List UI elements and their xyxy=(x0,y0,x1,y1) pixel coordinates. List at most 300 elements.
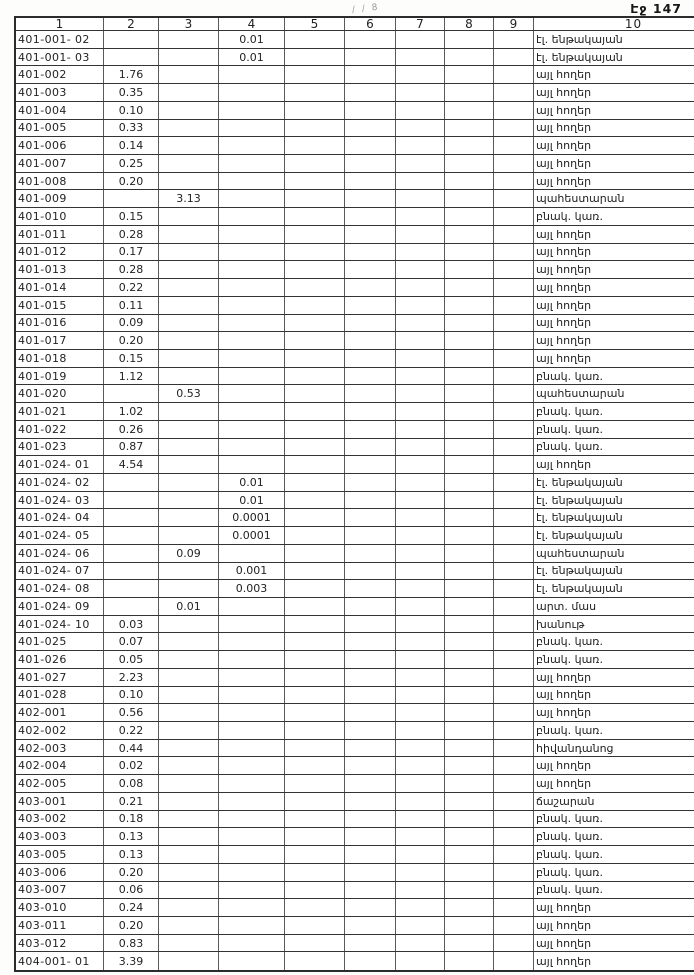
area-value-cell xyxy=(219,863,285,881)
area-value-cell xyxy=(285,119,345,137)
area-value-cell xyxy=(396,279,445,297)
area-value-cell xyxy=(219,916,285,934)
parcel-code-cell: 401-027 xyxy=(15,668,104,686)
area-value-cell xyxy=(285,314,345,332)
area-value-cell: 0.53 xyxy=(159,385,219,403)
area-value-cell xyxy=(494,349,534,367)
area-value-cell xyxy=(219,668,285,686)
area-value-cell xyxy=(285,916,345,934)
area-value-cell xyxy=(445,296,494,314)
area-value-cell xyxy=(345,775,396,793)
column-header-8: 8 xyxy=(445,17,494,31)
table-row xyxy=(15,473,694,491)
area-value-cell xyxy=(285,101,345,119)
area-value-cell xyxy=(396,562,445,580)
land-type-cell: բնակ. կառ. xyxy=(534,722,694,740)
area-value-cell: 0.10 xyxy=(104,101,159,119)
table-row xyxy=(15,208,694,226)
parcel-code-cell: 401-024- 02 xyxy=(15,473,104,491)
area-value-cell xyxy=(445,279,494,297)
table-row xyxy=(15,172,694,190)
area-value-cell: 0.09 xyxy=(159,544,219,562)
land-type-cell: էլ. ենթակայան xyxy=(534,48,694,66)
land-type-cell: բնակ. կառ. xyxy=(534,881,694,899)
area-value-cell xyxy=(219,544,285,562)
area-value-cell: 0.20 xyxy=(104,332,159,350)
area-value-cell xyxy=(494,544,534,562)
area-value-cell xyxy=(345,101,396,119)
area-value-cell xyxy=(219,810,285,828)
area-value-cell xyxy=(494,261,534,279)
area-value-cell xyxy=(285,828,345,846)
area-value-cell xyxy=(285,31,345,49)
area-value-cell xyxy=(494,651,534,669)
area-value-cell xyxy=(396,739,445,757)
table-row xyxy=(15,367,694,385)
area-value-cell xyxy=(345,527,396,545)
area-value-cell xyxy=(494,137,534,155)
area-value-cell xyxy=(345,899,396,917)
area-value-cell xyxy=(396,261,445,279)
column-header-1: 1 xyxy=(15,17,104,31)
area-value-cell xyxy=(396,349,445,367)
area-value-cell xyxy=(445,792,494,810)
area-value-cell xyxy=(159,84,219,102)
area-value-cell xyxy=(445,243,494,261)
area-value-cell xyxy=(396,952,445,971)
table-row xyxy=(15,899,694,917)
parcel-code-cell: 401-009 xyxy=(15,190,104,208)
area-value-cell xyxy=(494,403,534,421)
parcel-code-cell: 401-020 xyxy=(15,385,104,403)
table-row xyxy=(15,119,694,137)
area-value-cell xyxy=(396,509,445,527)
area-value-cell xyxy=(494,279,534,297)
area-value-cell xyxy=(219,420,285,438)
area-value-cell xyxy=(285,438,345,456)
table-row xyxy=(15,668,694,686)
area-value-cell xyxy=(396,846,445,864)
parcel-code-cell: 401-006 xyxy=(15,137,104,155)
land-type-cell: այլ հողեր xyxy=(534,952,694,971)
area-value-cell xyxy=(396,119,445,137)
area-value-cell xyxy=(494,881,534,899)
parcel-code-cell: 401-021 xyxy=(15,403,104,421)
area-value-cell xyxy=(445,101,494,119)
area-value-cell xyxy=(345,155,396,173)
parcel-code-cell: 401-001- 03 xyxy=(15,48,104,66)
area-value-cell xyxy=(285,899,345,917)
scan-smudge: / / 8 xyxy=(351,2,380,16)
area-value-cell xyxy=(285,704,345,722)
area-value-cell xyxy=(159,651,219,669)
area-value-cell xyxy=(396,48,445,66)
area-value-cell: 0.15 xyxy=(104,208,159,226)
area-value-cell xyxy=(494,810,534,828)
header-row xyxy=(15,17,694,31)
parcel-code-cell: 401-024- 08 xyxy=(15,580,104,598)
area-value-cell: 0.26 xyxy=(104,420,159,438)
land-type-cell: բնակ. կառ. xyxy=(534,367,694,385)
area-value-cell xyxy=(494,527,534,545)
land-type-cell: բնակ. կառ. xyxy=(534,863,694,881)
area-value-cell: 0.0001 xyxy=(219,509,285,527)
land-type-cell: պահեստարան xyxy=(534,544,694,562)
table-row xyxy=(15,279,694,297)
land-type-cell: բնակ. կառ. xyxy=(534,846,694,864)
area-value-cell xyxy=(345,225,396,243)
area-value-cell xyxy=(396,863,445,881)
parcel-code-cell: 403-012 xyxy=(15,934,104,952)
area-value-cell xyxy=(104,509,159,527)
column-header-10: 10 xyxy=(534,17,694,31)
parcel-code-cell: 401-026 xyxy=(15,651,104,669)
area-value-cell xyxy=(219,296,285,314)
parcel-code-cell: 401-019 xyxy=(15,367,104,385)
table-row xyxy=(15,314,694,332)
column-header-2: 2 xyxy=(104,17,159,31)
area-value-cell xyxy=(396,668,445,686)
parcel-code-cell: 403-006 xyxy=(15,863,104,881)
area-value-cell xyxy=(285,208,345,226)
area-value-cell xyxy=(285,633,345,651)
area-value-cell xyxy=(285,349,345,367)
parcel-code-cell: 401-002 xyxy=(15,66,104,84)
area-value-cell xyxy=(159,739,219,757)
area-value-cell: 0.01 xyxy=(219,491,285,509)
area-value-cell xyxy=(445,403,494,421)
parcel-code-cell: 401-024- 06 xyxy=(15,544,104,562)
area-value-cell: 1.02 xyxy=(104,403,159,421)
parcel-code-cell: 401-024- 03 xyxy=(15,491,104,509)
land-type-cell: էլ. ենթակայան xyxy=(534,491,694,509)
table-row xyxy=(15,828,694,846)
area-value-cell xyxy=(494,828,534,846)
area-value-cell xyxy=(219,651,285,669)
area-value-cell xyxy=(104,544,159,562)
area-value-cell xyxy=(345,66,396,84)
area-value-cell xyxy=(345,509,396,527)
parcel-code-cell: 401-014 xyxy=(15,279,104,297)
area-value-cell xyxy=(494,332,534,350)
table-row xyxy=(15,332,694,350)
parcel-code-cell: 402-003 xyxy=(15,739,104,757)
area-value-cell xyxy=(345,172,396,190)
area-value-cell xyxy=(345,722,396,740)
table-row xyxy=(15,881,694,899)
area-value-cell xyxy=(159,279,219,297)
area-value-cell xyxy=(285,403,345,421)
area-value-cell xyxy=(345,792,396,810)
area-value-cell xyxy=(159,243,219,261)
parcel-code-cell: 401-024- 07 xyxy=(15,562,104,580)
area-value-cell xyxy=(445,828,494,846)
parcel-code-cell: 403-007 xyxy=(15,881,104,899)
area-value-cell xyxy=(445,66,494,84)
area-value-cell xyxy=(104,527,159,545)
area-value-cell xyxy=(219,403,285,421)
area-value-cell xyxy=(445,349,494,367)
area-value-cell xyxy=(219,828,285,846)
area-value-cell xyxy=(396,580,445,598)
table-row xyxy=(15,349,694,367)
table-row xyxy=(15,846,694,864)
area-value-cell: 0.001 xyxy=(219,562,285,580)
parcel-code-cell: 401-008 xyxy=(15,172,104,190)
area-value-cell: 0.28 xyxy=(104,225,159,243)
area-value-cell xyxy=(159,792,219,810)
area-value-cell xyxy=(285,757,345,775)
table-row xyxy=(15,403,694,421)
area-value-cell xyxy=(494,119,534,137)
area-value-cell xyxy=(396,420,445,438)
land-type-cell: այլ հողեր xyxy=(534,66,694,84)
area-value-cell xyxy=(396,598,445,616)
area-value-cell xyxy=(494,296,534,314)
area-value-cell xyxy=(445,332,494,350)
area-value-cell xyxy=(396,881,445,899)
area-value-cell xyxy=(219,119,285,137)
area-value-cell xyxy=(445,668,494,686)
area-value-cell xyxy=(285,296,345,314)
land-type-cell: այլ հողեր xyxy=(534,279,694,297)
land-type-cell: բնակ. կառ. xyxy=(534,633,694,651)
area-value-cell xyxy=(159,899,219,917)
area-value-cell xyxy=(396,332,445,350)
column-header-9: 9 xyxy=(494,17,534,31)
area-value-cell xyxy=(219,633,285,651)
area-value-cell xyxy=(396,84,445,102)
area-value-cell xyxy=(396,775,445,793)
area-value-cell xyxy=(219,686,285,704)
area-value-cell xyxy=(396,704,445,722)
land-type-cell: էլ. ենթակայան xyxy=(534,580,694,598)
area-value-cell xyxy=(396,633,445,651)
column-header-6: 6 xyxy=(345,17,396,31)
parcel-code-cell: 401-024- 01 xyxy=(15,456,104,474)
area-value-cell xyxy=(219,775,285,793)
area-value-cell xyxy=(445,775,494,793)
area-value-cell xyxy=(396,367,445,385)
area-value-cell xyxy=(159,367,219,385)
area-value-cell xyxy=(396,491,445,509)
area-value-cell xyxy=(219,208,285,226)
area-value-cell xyxy=(445,438,494,456)
area-value-cell xyxy=(219,899,285,917)
area-value-cell: 0.87 xyxy=(104,438,159,456)
land-type-cell: բնակ. կառ. xyxy=(534,828,694,846)
parcel-code-cell: 404-001- 01 xyxy=(15,952,104,971)
area-value-cell: 2.23 xyxy=(104,668,159,686)
area-value-cell xyxy=(159,438,219,456)
area-value-cell xyxy=(219,314,285,332)
area-value-cell: 0.11 xyxy=(104,296,159,314)
area-value-cell: 0.18 xyxy=(104,810,159,828)
land-type-cell: այլ հողեր xyxy=(534,916,694,934)
area-value-cell xyxy=(494,899,534,917)
land-type-cell: էլ. ենթակայան xyxy=(534,527,694,545)
area-value-cell: 0.83 xyxy=(104,934,159,952)
area-value-cell xyxy=(494,704,534,722)
area-value-cell xyxy=(159,828,219,846)
table-row xyxy=(15,739,694,757)
area-value-cell xyxy=(159,119,219,137)
area-value-cell xyxy=(445,846,494,864)
area-value-cell xyxy=(396,615,445,633)
area-value-cell xyxy=(159,810,219,828)
area-value-cell xyxy=(445,420,494,438)
area-value-cell xyxy=(159,403,219,421)
area-value-cell xyxy=(345,580,396,598)
area-value-cell xyxy=(219,598,285,616)
land-type-cell: արտ. մաս xyxy=(534,598,694,616)
area-value-cell xyxy=(345,367,396,385)
area-value-cell xyxy=(219,261,285,279)
area-value-cell xyxy=(219,757,285,775)
area-value-cell xyxy=(285,456,345,474)
area-value-cell xyxy=(345,385,396,403)
area-value-cell xyxy=(285,952,345,971)
area-value-cell xyxy=(219,172,285,190)
area-value-cell xyxy=(345,863,396,881)
area-value-cell: 1.12 xyxy=(104,367,159,385)
area-value-cell xyxy=(396,473,445,491)
area-value-cell xyxy=(285,509,345,527)
area-value-cell xyxy=(445,686,494,704)
area-value-cell xyxy=(104,562,159,580)
table-row xyxy=(15,952,694,971)
table-row xyxy=(15,225,694,243)
land-type-cell: այլ հողեր xyxy=(534,225,694,243)
area-value-cell xyxy=(445,261,494,279)
area-value-cell xyxy=(396,172,445,190)
land-type-cell: պահեստարան xyxy=(534,385,694,403)
parcel-code-cell: 401-022 xyxy=(15,420,104,438)
area-value-cell xyxy=(159,349,219,367)
land-register-table xyxy=(14,16,694,972)
area-value-cell xyxy=(494,314,534,332)
area-value-cell xyxy=(445,562,494,580)
area-value-cell: 0.05 xyxy=(104,651,159,669)
page-number-header: Էջ 147 xyxy=(630,1,682,16)
area-value-cell xyxy=(494,863,534,881)
area-value-cell xyxy=(345,473,396,491)
parcel-code-cell: 401-017 xyxy=(15,332,104,350)
area-value-cell xyxy=(494,775,534,793)
area-value-cell xyxy=(219,101,285,119)
area-value-cell xyxy=(285,137,345,155)
area-value-cell xyxy=(445,509,494,527)
area-value-cell xyxy=(285,686,345,704)
land-type-cell: էլ. ենթակայան xyxy=(534,31,694,49)
area-value-cell xyxy=(494,243,534,261)
area-value-cell xyxy=(396,527,445,545)
area-value-cell xyxy=(396,66,445,84)
area-value-cell xyxy=(159,332,219,350)
area-value-cell xyxy=(219,952,285,971)
area-value-cell xyxy=(345,668,396,686)
table-row xyxy=(15,296,694,314)
area-value-cell xyxy=(159,225,219,243)
area-value-cell xyxy=(285,881,345,899)
area-value-cell xyxy=(445,456,494,474)
area-value-cell xyxy=(285,544,345,562)
land-type-cell: բնակ. կառ. xyxy=(534,438,694,456)
area-value-cell xyxy=(345,934,396,952)
area-value-cell xyxy=(285,243,345,261)
area-value-cell xyxy=(494,367,534,385)
area-value-cell xyxy=(345,828,396,846)
area-value-cell xyxy=(285,527,345,545)
land-type-cell: բնակ. կառ. xyxy=(534,810,694,828)
parcel-code-cell: 402-004 xyxy=(15,757,104,775)
table-row xyxy=(15,456,694,474)
area-value-cell xyxy=(285,722,345,740)
area-value-cell xyxy=(396,651,445,669)
table-row xyxy=(15,155,694,173)
table-row xyxy=(15,580,694,598)
area-value-cell xyxy=(445,473,494,491)
area-value-cell xyxy=(219,279,285,297)
area-value-cell xyxy=(285,792,345,810)
area-value-cell xyxy=(159,562,219,580)
area-value-cell xyxy=(159,48,219,66)
area-value-cell xyxy=(104,473,159,491)
area-value-cell xyxy=(445,863,494,881)
area-value-cell xyxy=(445,934,494,952)
area-value-cell: 0.003 xyxy=(219,580,285,598)
table-row xyxy=(15,544,694,562)
area-value-cell xyxy=(285,155,345,173)
area-value-cell xyxy=(285,598,345,616)
area-value-cell xyxy=(445,881,494,899)
table-row xyxy=(15,420,694,438)
area-value-cell xyxy=(396,190,445,208)
area-value-cell: 0.17 xyxy=(104,243,159,261)
land-type-cell: այլ հողեր xyxy=(534,668,694,686)
area-value-cell xyxy=(285,367,345,385)
area-value-cell xyxy=(159,473,219,491)
area-value-cell xyxy=(219,84,285,102)
area-value-cell xyxy=(159,633,219,651)
area-value-cell xyxy=(219,137,285,155)
area-value-cell xyxy=(285,651,345,669)
parcel-code-cell: 401-024- 09 xyxy=(15,598,104,616)
area-value-cell xyxy=(219,881,285,899)
table-row xyxy=(15,810,694,828)
area-value-cell xyxy=(345,846,396,864)
parcel-code-cell: 401-015 xyxy=(15,296,104,314)
table-row xyxy=(15,863,694,881)
area-value-cell xyxy=(445,527,494,545)
area-value-cell xyxy=(285,562,345,580)
area-value-cell xyxy=(345,598,396,616)
area-value-cell xyxy=(396,137,445,155)
area-value-cell xyxy=(159,456,219,474)
area-value-cell xyxy=(396,31,445,49)
area-value-cell xyxy=(445,598,494,616)
area-value-cell xyxy=(345,137,396,155)
land-type-cell: բնակ. կառ. xyxy=(534,208,694,226)
area-value-cell xyxy=(159,615,219,633)
area-value-cell xyxy=(285,332,345,350)
area-value-cell: 0.22 xyxy=(104,722,159,740)
land-type-cell: բնակ. կառ. xyxy=(534,420,694,438)
area-value-cell xyxy=(345,491,396,509)
table-row xyxy=(15,137,694,155)
parcel-code-cell: 401-018 xyxy=(15,349,104,367)
area-value-cell xyxy=(445,952,494,971)
